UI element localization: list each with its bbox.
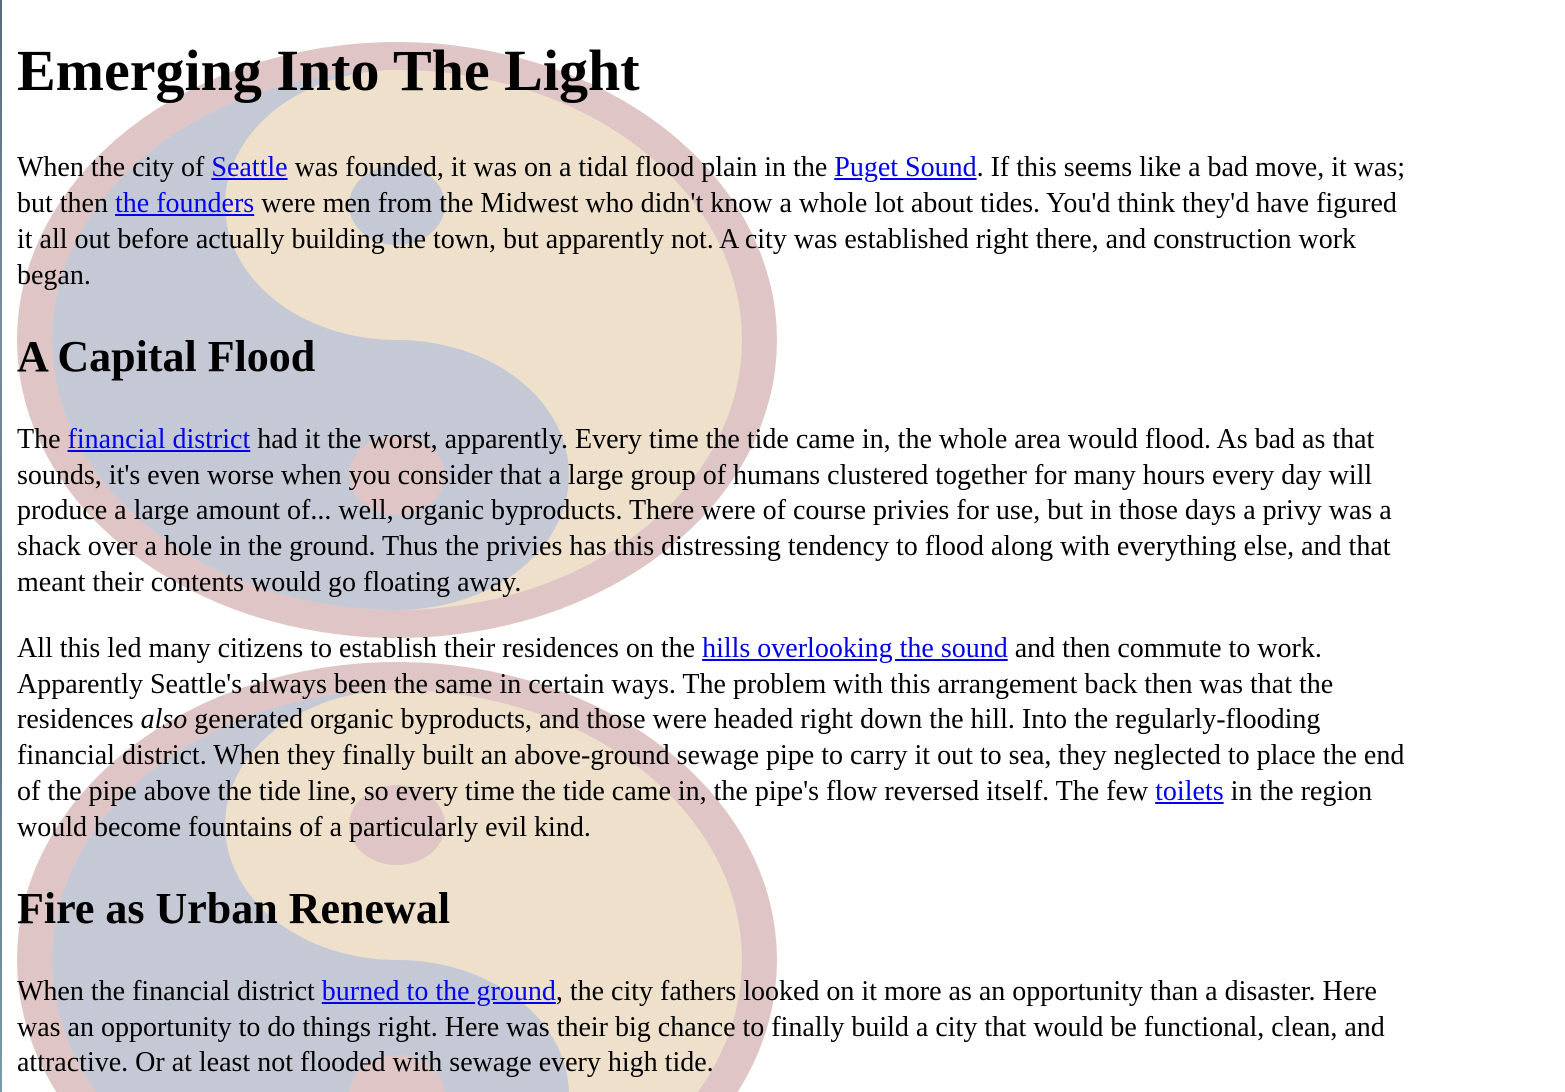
text-run: and then commute to work.: [1007, 633, 1322, 664]
paragraph-line: began.: [17, 260, 91, 291]
paragraph-line: was an opportunity to do things right. Here was their big chance to finally build a city that would be functional, clean, and: [17, 1012, 1385, 1043]
link-hills-overlooking-the-sound[interactable]: hills overlooking the sound: [702, 633, 1008, 664]
link-toilets[interactable]: toilets: [1155, 776, 1224, 807]
text-run: , the city fathers looked on it more as an opportunity than a disaster. Here: [555, 976, 1377, 1007]
paragraph-line: financial district. When they finally built an above-ground sewage pipe to carry it out to sea, they neglected to place the end: [17, 740, 1405, 771]
paragraph-line: [17, 631, 1322, 667]
text-run: of the pipe above the tide line, so every time the tide came in, the pipe's flow reversed itself. The few: [17, 776, 1156, 807]
window-left-edge: [0, 0, 2, 1092]
link-seattle[interactable]: Seattle: [211, 152, 288, 183]
paragraph-line: shack over a hole in the ground. Thus the privies has this distressing tendency to flood along with everything else, and that: [17, 531, 1391, 562]
text-run: All this led many citizens to establish their residences on the: [17, 633, 703, 664]
paragraph-line: [17, 702, 1320, 738]
paragraph-line: would become fountains of a particularly evil kind.: [17, 812, 591, 843]
paragraph-line: sounds, it's even worse when you consider that a large group of humans clustered together for many hours every day will: [17, 460, 1373, 491]
text-run: The: [17, 424, 68, 455]
paragraph-line: Apparently Seattle's always been the same in certain ways. The problem with this arrangement back then was that the: [17, 669, 1334, 700]
paragraph-line: produce a large amount of... well, organic byproducts. There were of course privies for use, but in those days a privy was a: [17, 495, 1392, 526]
paragraph-line: [17, 150, 1405, 186]
text-run: were men from the Midwest who didn't know a whole lot about tides. You'd think they'd have figured: [254, 188, 1397, 219]
paragraph-line: attractive. Or at least not flooded with sewage every high tide.: [17, 1047, 714, 1078]
paragraph-line: [17, 774, 1372, 810]
section-heading-fire-urban-renewal: Fire as Urban Renewal: [17, 884, 451, 933]
paragraph-line: [17, 974, 1377, 1010]
text-run: . If this seems like a bad move, it was;: [976, 152, 1406, 183]
link-the-founders[interactable]: the founders: [115, 188, 255, 219]
paragraph-line: [17, 186, 1397, 222]
emphasis-text: also: [140, 704, 188, 735]
text-run: residences: [17, 704, 141, 735]
text-run: had it the worst, apparently. Every time the tide came in, the whole area would flood. As bad as that: [250, 424, 1375, 455]
section-heading-capital-flood: A Capital Flood: [17, 332, 316, 381]
text-run: was founded, it was on a tidal flood plain in the: [287, 152, 835, 183]
text-run: generated organic byproducts, and those were headed right down the hill. Into the regularly-flooding: [187, 704, 1321, 735]
text-run: but then: [17, 188, 115, 219]
paragraph-line: it all out before actually building the town, but apparently not. A city was established right there, and construction work: [17, 224, 1357, 255]
page-title: Emerging Into The Light: [17, 38, 640, 103]
link-burned-to-the-ground[interactable]: burned to the ground: [321, 976, 556, 1007]
text-run: When the city of: [17, 152, 212, 183]
paragraph-line: [17, 422, 1374, 458]
text-run: in the region: [1223, 776, 1373, 807]
paragraph-line: meant their contents would go floating away.: [17, 567, 522, 598]
link-puget-sound[interactable]: Puget Sound: [834, 152, 977, 183]
text-run: When the financial district: [17, 976, 322, 1007]
link-financial-district[interactable]: financial district: [67, 424, 251, 455]
